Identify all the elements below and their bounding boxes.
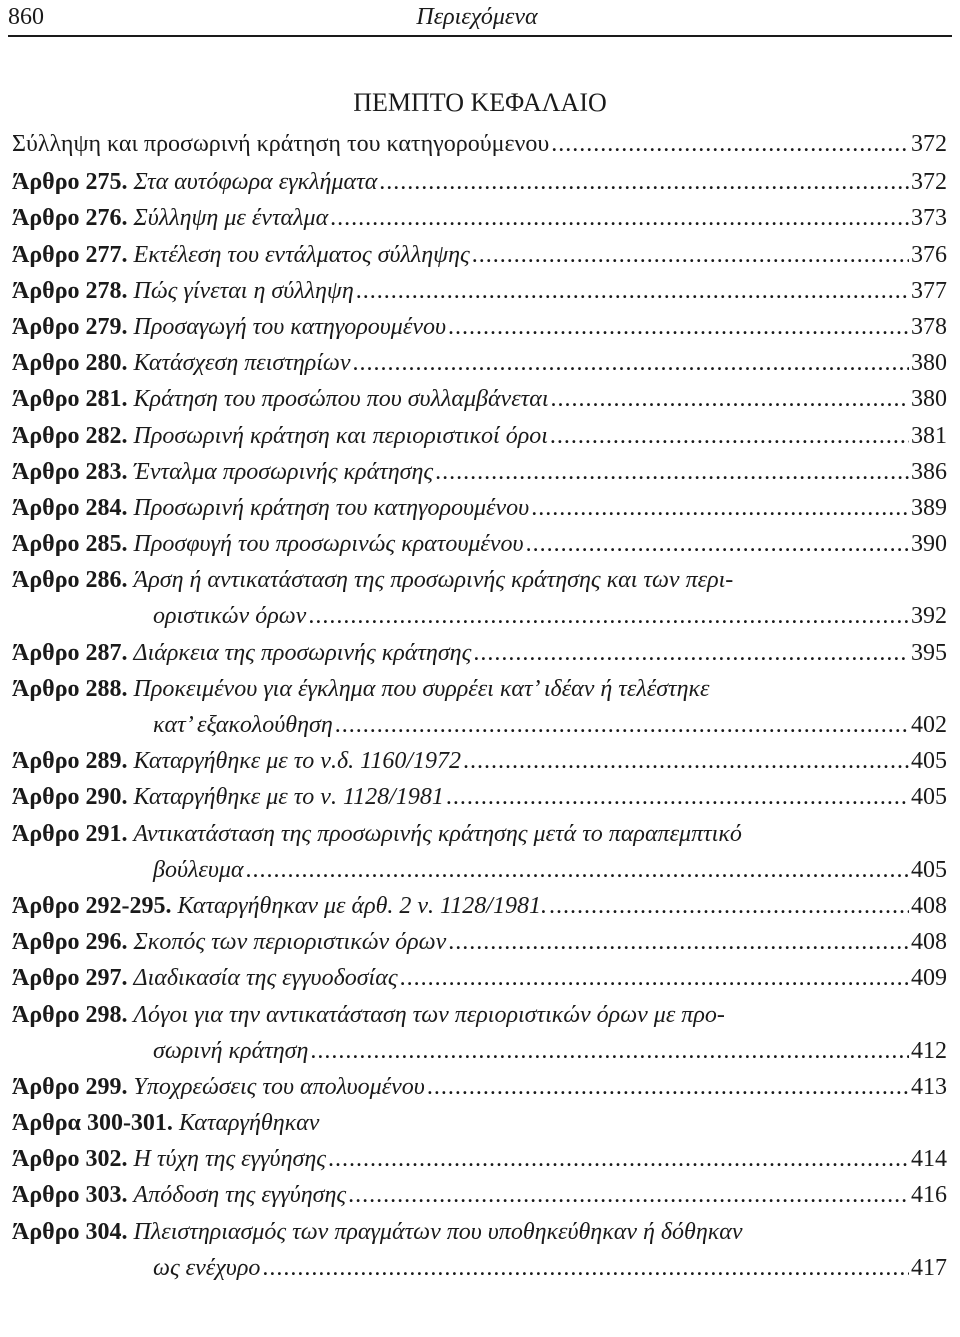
article-label: Άρθρο 276. (12, 205, 128, 232)
toc-entry (12, 126, 947, 162)
toc-entry (12, 1214, 947, 1250)
page-ref: 416 (911, 1182, 947, 1209)
toc-entry (12, 779, 947, 815)
page-ref: 376 (911, 241, 947, 268)
toc-entry (12, 490, 947, 526)
article-title: Προσωρινή κράτηση και περιοριστικοί όροι (133, 422, 548, 449)
toc-entry (12, 635, 947, 671)
article-label: Άρθρο 292-295. (12, 892, 172, 919)
article-label: Άρθρο 287. (12, 639, 128, 666)
article-label: Άρθρο 285. (12, 531, 128, 558)
dot-leader (473, 635, 909, 671)
page-ref: 409 (911, 965, 947, 992)
article-title: Καταργήθηκαν (178, 1110, 320, 1137)
toc-entry (12, 1069, 947, 1105)
page-ref: 381 (911, 422, 947, 449)
page-ref: 389 (911, 494, 947, 521)
dot-leader (400, 960, 909, 996)
dot-leader (551, 381, 909, 417)
page-ref: 372 (911, 131, 947, 157)
toc-entry (12, 997, 947, 1033)
article-title: Προσαγωγή του κατηγορουμένου (133, 313, 446, 340)
toc-entry (12, 345, 947, 381)
toc-entry-continuation (12, 598, 947, 634)
article-title: Καταργήθηκε με το ν. 1128/1981 (133, 784, 444, 811)
dot-leader (308, 598, 909, 634)
article-label: Άρθρο 284. (12, 494, 128, 521)
article-label: Άρθρο 279. (12, 313, 128, 340)
article-label: Άρθρο 303. (12, 1182, 128, 1209)
dot-leader (551, 126, 909, 162)
toc-entry (12, 381, 947, 417)
article-label: Άρθρο 283. (12, 458, 128, 485)
page-number: 860 (8, 4, 44, 30)
page-ref: 373 (911, 205, 947, 232)
article-title: Κράτηση του προσώπου που συλλαμβάνεται (133, 386, 549, 413)
dot-leader (427, 1069, 909, 1105)
article-label: Άρθρο 281. (12, 386, 128, 413)
article-title: Διάρκεια της προσωρινής κράτησης (133, 639, 472, 666)
dot-leader (310, 1033, 909, 1069)
dot-leader (531, 490, 909, 526)
article-label: Άρθρο 280. (12, 350, 128, 377)
toc-entry (12, 309, 947, 345)
dot-leader (245, 852, 909, 888)
toc-entry (12, 1177, 947, 1213)
article-title: Σκοπός των περιοριστικών όρων (133, 929, 447, 956)
running-title: Περιεχόμενα (416, 4, 538, 30)
page-ref: 380 (911, 386, 947, 413)
toc-entry (12, 200, 947, 236)
dot-leader (335, 707, 909, 743)
page-ref: 405 (911, 856, 947, 883)
article-title: Διαδικασία της εγγυοδοσίας (133, 965, 398, 992)
page-header (8, 4, 946, 32)
article-label: Άρθρα 300-301. (12, 1110, 173, 1137)
page-ref: 390 (911, 531, 947, 558)
toc-entry (12, 816, 947, 852)
article-title-continuation: ως ενέχυρο (153, 1254, 261, 1281)
article-label: Άρθρο 299. (12, 1073, 128, 1100)
article-label: Άρθρο 298. (12, 1001, 128, 1028)
toc-entry (12, 1141, 947, 1177)
toc-entry (12, 418, 947, 454)
toc-entry-continuation (12, 1250, 947, 1286)
article-label: Άρθρο 296. (12, 929, 128, 956)
toc-entry (12, 960, 947, 996)
article-label: Άρθρο 291. (12, 820, 128, 847)
toc-entry-continuation (12, 1033, 947, 1069)
dot-leader (353, 345, 909, 381)
page-ref: 412 (911, 1037, 947, 1064)
article-title: Αντικατάσταση της προσωρινής κράτησης μετά το παραπεμπτικό (133, 820, 742, 847)
article-title-continuation: κατ’ εξακολούθηση (153, 712, 333, 738)
article-label: Άρθρο 289. (12, 748, 128, 775)
dot-leader (550, 418, 909, 454)
page-ref: 405 (911, 784, 947, 811)
article-title: Απόδοση της εγγύησης (133, 1182, 347, 1209)
article-title: Εκτέλεση του εντάλματος σύλληψης (133, 241, 470, 268)
dot-leader (549, 888, 909, 924)
page-ref: 413 (911, 1073, 947, 1100)
page-ref: 386 (911, 458, 947, 485)
article-title-continuation: σωρινή κράτηση (153, 1037, 309, 1064)
page-ref: 378 (911, 313, 947, 340)
page-ref: 377 (911, 277, 947, 304)
article-label: Άρθρο 286. (12, 567, 128, 594)
article-title: Πώς γίνεται η σύλληψη (133, 277, 354, 304)
page-ref: 392 (911, 603, 947, 630)
article-label: Άρθρο 277. (12, 241, 128, 268)
toc-entry-continuation (12, 852, 947, 888)
article-title: Προσφυγή του προσωρινώς κρατουμένου (133, 531, 524, 558)
dot-leader (472, 237, 909, 273)
article-label: Άρθρο 297. (12, 965, 128, 992)
article-title: Προσωρινή κράτηση του κατηγορουμένου (133, 494, 530, 521)
page-ref: 414 (911, 1146, 947, 1173)
page-ref: 395 (911, 639, 947, 666)
article-title: Άρση ή αντικατάσταση της προσωρινής κράτησης και των περι- (133, 567, 734, 594)
article-title: Προκειμένου για έγκλημα που συρρέει κατ’ ιδέαν ή τελέστηκε (133, 675, 710, 702)
toc-entry-continuation (12, 707, 947, 743)
dot-leader (526, 526, 909, 562)
dot-leader (348, 1177, 909, 1213)
dot-leader (356, 273, 909, 309)
dot-leader (328, 1141, 909, 1177)
article-title: Πλειστηριασμός των πραγμάτων που υποθηκεύθηκαν ή δόθηκαν (133, 1218, 743, 1245)
dot-leader (448, 924, 909, 960)
dot-leader (463, 743, 909, 779)
page-ref: 408 (911, 929, 947, 956)
dot-leader (446, 779, 909, 815)
dot-leader (448, 309, 909, 345)
article-title-continuation: οριστικών όρων (153, 603, 307, 630)
article-title: Καταργήθηκαν με άρθ. 2 ν. 1128/1981. (177, 892, 547, 919)
article-title: Λόγοι για την αντικατάσταση των περιοριστικών όρων με προ- (133, 1001, 725, 1028)
toc-entry (12, 164, 947, 200)
article-label: Άρθρο 288. (12, 675, 128, 702)
page-ref: 402 (911, 712, 947, 738)
toc-entry (12, 562, 947, 598)
article-title: Ένταλμα προσωρινής κράτησης (133, 458, 434, 485)
page-ref: 417 (911, 1254, 947, 1281)
article-title: Στα αυτόφωρα εγκλήματα (133, 169, 378, 196)
toc-entry (12, 671, 947, 707)
article-label: Άρθρο 282. (12, 422, 128, 449)
dot-leader (379, 164, 909, 200)
toc-entry (12, 888, 947, 924)
article-label: Άρθρο 302. (12, 1146, 128, 1173)
toc-entry (12, 273, 947, 309)
chapter-title: ΠΕΜΠΤΟ ΚΕΦΑΛΑΙΟ (353, 88, 607, 117)
article-title: Η τύχη της εγγύησης (133, 1146, 326, 1173)
header-rule (8, 35, 952, 37)
toc-entry (12, 454, 947, 490)
toc-entry (12, 743, 947, 779)
page-ref: 405 (911, 748, 947, 775)
article-label: Άρθρο 290. (12, 784, 128, 811)
article-label: Άρθρο 275. (12, 169, 128, 196)
article-title: Κατάσχεση πειστηρίων (133, 350, 351, 377)
toc-entry (12, 526, 947, 562)
article-title: Σύλληψη και προσωρινή κράτηση του κατηγορούμενου (12, 131, 550, 157)
page-ref: 380 (911, 350, 947, 377)
article-title: Σύλληψη με ένταλμα (133, 205, 329, 232)
page-ref: 408 (911, 892, 947, 919)
dot-leader (330, 200, 909, 236)
toc-entry (12, 237, 947, 273)
article-title: Καταργήθηκε με το ν.δ. 1160/1972 (133, 748, 461, 775)
article-title: Υποχρεώσεις του απολυομένου (133, 1073, 425, 1100)
page-ref: 372 (911, 169, 947, 196)
dot-leader (435, 454, 909, 490)
article-label: Άρθρο 304. (12, 1218, 128, 1245)
toc-entry (12, 1105, 947, 1141)
dot-leader (262, 1250, 909, 1286)
article-label: Άρθρο 278. (12, 277, 128, 304)
article-title-continuation: βούλευμα (153, 856, 244, 883)
toc-entry (12, 924, 947, 960)
table-of-contents (12, 126, 947, 1286)
